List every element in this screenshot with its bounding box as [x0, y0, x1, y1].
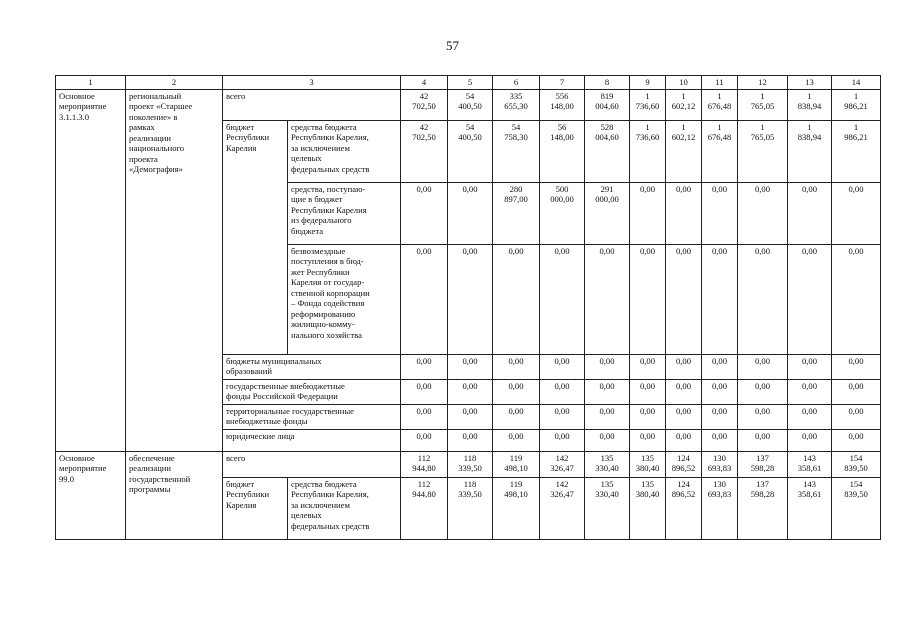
- table-row: [56, 89, 881, 120]
- value-cell: 1 736,60: [630, 120, 666, 182]
- header-cell: 6: [493, 76, 540, 90]
- value-cell: 0,00: [585, 429, 630, 451]
- value-cell: 0,00: [666, 244, 702, 354]
- value-cell: 135 330,40: [585, 451, 630, 477]
- activity-name: региональный проект «Старшее поколение» в рамках реализации национального проекта «Демография»: [126, 89, 223, 451]
- value-cell: 0,00: [832, 354, 881, 379]
- activity-name: обеспечение реализации государственной программы: [126, 451, 223, 539]
- value-cell: 0,00: [666, 354, 702, 379]
- header-cell: 3: [223, 76, 401, 90]
- value-cell: 0,00: [630, 354, 666, 379]
- value-cell: 0,00: [540, 379, 585, 404]
- value-cell: 1 986,21: [832, 89, 881, 120]
- header-cell: 9: [630, 76, 666, 90]
- value-cell: 0,00: [666, 182, 702, 244]
- value-cell: 0,00: [540, 429, 585, 451]
- source-label: бюджеты муниципальных образований: [223, 354, 401, 379]
- value-cell: 0,00: [738, 354, 788, 379]
- header-cell: 8: [585, 76, 630, 90]
- value-cell: 0,00: [448, 182, 493, 244]
- value-cell: 0,00: [666, 379, 702, 404]
- value-cell: 0,00: [832, 404, 881, 429]
- header-cell: 13: [788, 76, 832, 90]
- value-cell: 0,00: [666, 404, 702, 429]
- page-number: 57: [446, 38, 459, 53]
- value-cell: 1 765,05: [738, 89, 788, 120]
- value-cell: 0,00: [630, 404, 666, 429]
- value-cell: 137 598,28: [738, 477, 788, 539]
- value-cell: 0,00: [738, 429, 788, 451]
- value-cell: 0,00: [788, 182, 832, 244]
- value-cell: 143 358,61: [788, 477, 832, 539]
- value-cell: 0,00: [448, 379, 493, 404]
- value-cell: 0,00: [666, 429, 702, 451]
- value-cell: 0,00: [585, 404, 630, 429]
- value-cell: 42 702,50: [401, 120, 448, 182]
- header-cell: 12: [738, 76, 788, 90]
- value-cell: 118 339,50: [448, 451, 493, 477]
- value-cell: 1 676,48: [702, 120, 738, 182]
- value-cell: 280 897,00: [493, 182, 540, 244]
- value-cell: 54 758,30: [493, 120, 540, 182]
- value-cell: 0,00: [630, 429, 666, 451]
- value-cell: 0,00: [493, 404, 540, 429]
- value-cell: 0,00: [493, 354, 540, 379]
- source-label: всего: [223, 451, 401, 477]
- value-cell: 0,00: [630, 244, 666, 354]
- activity-code: Основное мероприятие 3.1.1.3.0: [56, 89, 126, 451]
- value-cell: 112 944,80: [401, 451, 448, 477]
- value-cell: 0,00: [788, 429, 832, 451]
- header-cell: 7: [540, 76, 585, 90]
- header-cell: 10: [666, 76, 702, 90]
- value-cell: 0,00: [832, 182, 881, 244]
- value-cell: 118 339,50: [448, 477, 493, 539]
- value-cell: 0,00: [585, 379, 630, 404]
- value-cell: 0,00: [832, 429, 881, 451]
- value-cell: 0,00: [702, 379, 738, 404]
- value-cell: 142 326,47: [540, 477, 585, 539]
- value-cell: 0,00: [448, 429, 493, 451]
- value-cell: 0,00: [493, 244, 540, 354]
- value-cell: 291 000,00: [585, 182, 630, 244]
- value-cell: 154 839,50: [832, 477, 881, 539]
- value-cell: 1 602,12: [666, 120, 702, 182]
- value-cell: 142 326,47: [540, 451, 585, 477]
- source-label: территориальные государственные внебюджетные фонды: [223, 404, 401, 429]
- table-row: [56, 451, 881, 477]
- value-cell: 54 400,50: [448, 120, 493, 182]
- value-cell: 0,00: [540, 354, 585, 379]
- value-cell: 130 693,83: [702, 477, 738, 539]
- value-cell: 0,00: [738, 379, 788, 404]
- value-cell: 0,00: [832, 244, 881, 354]
- value-cell: 124 896,52: [666, 451, 702, 477]
- value-cell: 0,00: [448, 354, 493, 379]
- value-cell: 0,00: [788, 354, 832, 379]
- value-cell: 0,00: [832, 379, 881, 404]
- value-cell: 56 148,00: [540, 120, 585, 182]
- source-label: средства бюджета Республики Карелия, за исключением целевых федеральных средств: [288, 120, 401, 182]
- value-cell: 0,00: [630, 379, 666, 404]
- value-cell: 42 702,50: [401, 89, 448, 120]
- value-cell: 0,00: [401, 404, 448, 429]
- value-cell: 135 380,40: [630, 451, 666, 477]
- value-cell: 0,00: [401, 429, 448, 451]
- value-cell: 0,00: [702, 182, 738, 244]
- value-cell: 500 000,00: [540, 182, 585, 244]
- source-label: государственные внебюджетные фонды Российской Федерации: [223, 379, 401, 404]
- value-cell: 130 693,83: [702, 451, 738, 477]
- value-cell: 0,00: [788, 244, 832, 354]
- value-cell: 137 598,28: [738, 451, 788, 477]
- header-cell: 4: [401, 76, 448, 90]
- value-cell: 528 004,60: [585, 120, 630, 182]
- source-label: безвозмездные поступления в бюд- жет Республики Карелия от государ- ственной корпорации – Фонда содействия реформированию жилищно-комму- нального хозяйства: [288, 244, 401, 354]
- value-cell: 1 838,94: [788, 120, 832, 182]
- value-cell: 119 498,10: [493, 477, 540, 539]
- value-cell: 143 358,61: [788, 451, 832, 477]
- value-cell: 0,00: [401, 354, 448, 379]
- value-cell: 1 765,05: [738, 120, 788, 182]
- value-cell: 0,00: [788, 404, 832, 429]
- value-cell: 0,00: [401, 379, 448, 404]
- value-cell: 112 944,80: [401, 477, 448, 539]
- source-label: средства, поступаю- щие в бюджет Республики Карелия из федерального бюджета: [288, 182, 401, 244]
- value-cell: 0,00: [788, 379, 832, 404]
- value-cell: 0,00: [493, 429, 540, 451]
- value-cell: 335 655,30: [493, 89, 540, 120]
- source-label: всего: [223, 89, 401, 120]
- header-row: [56, 76, 881, 90]
- value-cell: 0,00: [738, 404, 788, 429]
- value-cell: 556 148,00: [540, 89, 585, 120]
- value-cell: 1 986,21: [832, 120, 881, 182]
- value-cell: 119 498,10: [493, 451, 540, 477]
- value-cell: 0,00: [702, 244, 738, 354]
- value-cell: 0,00: [493, 379, 540, 404]
- value-cell: 54 400,50: [448, 89, 493, 120]
- value-cell: 1 602,12: [666, 89, 702, 120]
- value-cell: 135 330,40: [585, 477, 630, 539]
- source-group-label: бюджет Республики Карелия: [223, 120, 288, 354]
- value-cell: 0,00: [738, 182, 788, 244]
- value-cell: 0,00: [448, 244, 493, 354]
- value-cell: 154 839,50: [832, 451, 881, 477]
- value-cell: 135 380,40: [630, 477, 666, 539]
- value-cell: 0,00: [630, 182, 666, 244]
- value-cell: 0,00: [540, 244, 585, 354]
- value-cell: 0,00: [702, 354, 738, 379]
- value-cell: 0,00: [540, 404, 585, 429]
- value-cell: 1 736,60: [630, 89, 666, 120]
- value-cell: 0,00: [702, 404, 738, 429]
- source-group-label: бюджет Республики Карелия: [223, 477, 288, 539]
- value-cell: 1 676,48: [702, 89, 738, 120]
- value-cell: 0,00: [448, 404, 493, 429]
- value-cell: 0,00: [401, 182, 448, 244]
- value-cell: 0,00: [585, 354, 630, 379]
- activity-code: Основное мероприятие 99.0: [56, 451, 126, 539]
- value-cell: 124 896,52: [666, 477, 702, 539]
- value-cell: 1 838,94: [788, 89, 832, 120]
- header-cell: 2: [126, 76, 223, 90]
- value-cell: 0,00: [702, 429, 738, 451]
- value-cell: 819 004,60: [585, 89, 630, 120]
- header-cell: 1: [56, 76, 126, 90]
- source-label: средства бюджета Республики Карелия, за исключением целевых федеральных средств: [288, 477, 401, 539]
- value-cell: 0,00: [585, 244, 630, 354]
- value-cell: 0,00: [738, 244, 788, 354]
- header-cell: 14: [832, 76, 881, 90]
- header-cell: 5: [448, 76, 493, 90]
- header-cell: 11: [702, 76, 738, 90]
- budget-table: [55, 75, 881, 540]
- source-label: юридические лица: [223, 429, 401, 451]
- value-cell: 0,00: [401, 244, 448, 354]
